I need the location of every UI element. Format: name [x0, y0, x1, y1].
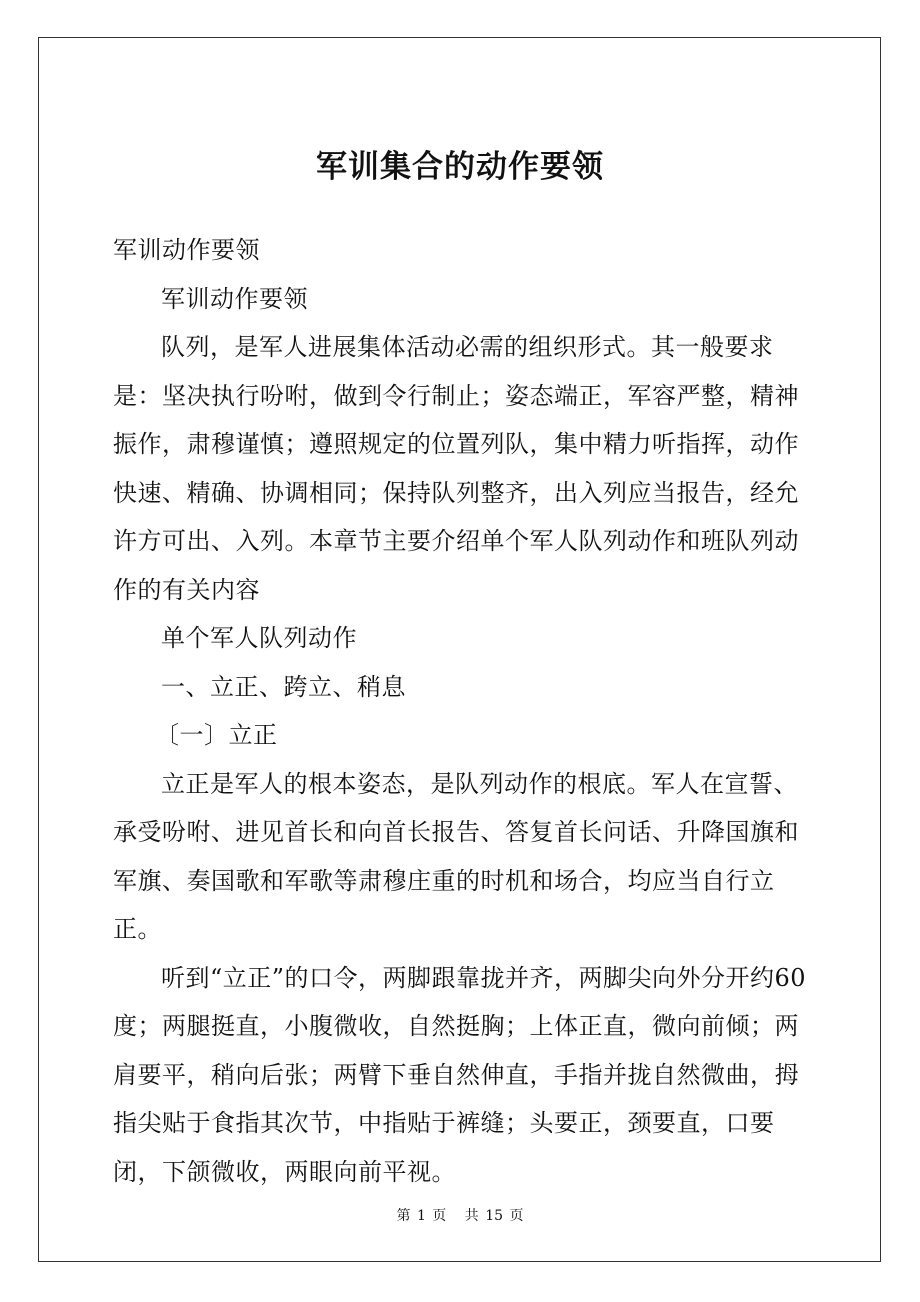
page-footer [0, 1206, 920, 1226]
document-title: 军训集合的动作要领 [316, 149, 604, 185]
paragraph-intro: 队列，是军人进展集体活动必需的组织形式。其一般要求是：坚决执行吩咐，做到令行制止；姿态端正，军容严整，精神振作，肃穆谨慎；遵照规定的位置列队，集中精力听指挥，动作快速、精确、协调相同；保持队列整齐，出入列应当报告，经允许方可出、入列。本章节主要介绍单个军人队列动作和班队列动作的有关内容 [113, 333, 799, 604]
item-heading: 〔一〕立正 [155, 721, 278, 749]
section-heading: 单个军人队列动作 [161, 624, 357, 652]
paragraph-heading: 军训动作要领 [113, 236, 260, 264]
subsection-heading: 一、立正、跨立、稍息 [161, 672, 406, 701]
paragraph-attention-procedure: 听到“立正”的口令，两脚跟靠拢并齐，两脚尖向外分开约60度；两腿挺直，小腹微收，自然挺胸；上体正直，微向前倾；两肩要平，稍向后张；两臂下垂自然伸直，手指并拢自然微曲，拇指尖贴于食指其次节，中指贴于裤缝；头要正，颈要直，口要闭，下颌微收，两眼向前平视。 [113, 963, 807, 1186]
page-number: 第 1 页 [396, 1208, 447, 1224]
paragraph-attention-definition: 立正是军人的根本姿态，是队列动作的根底。军人在宣誓、承受吩咐、进见首长和向首长报告、答复首长问话、升降国旗和军旗、奏国歌和军歌等肃穆庄重的时机和场合，均应当自行立正。 [113, 769, 799, 943]
document-body [113, 226, 813, 1196]
page-total: 共 15 页 [464, 1208, 524, 1224]
paragraph-subheading: 军训动作要领 [161, 284, 308, 313]
